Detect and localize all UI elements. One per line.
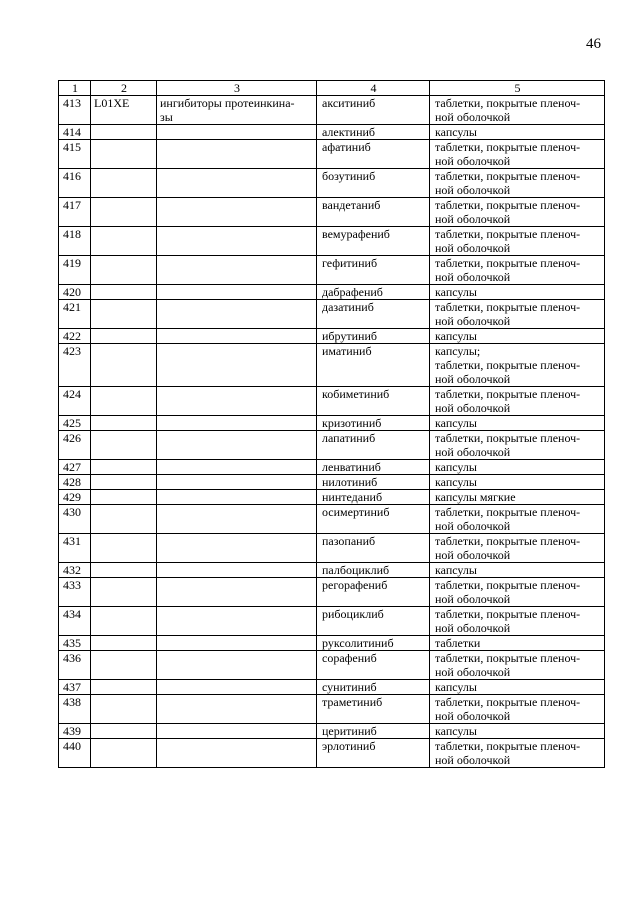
table-row (59, 534, 605, 563)
drug-name-cell: кризотиниб (317, 416, 430, 431)
table-row (59, 651, 605, 680)
row-number-cell: 416 (59, 169, 91, 198)
dosage-form-cell: капсулы (430, 125, 605, 140)
table-row (59, 96, 605, 125)
table-row (59, 460, 605, 475)
atc-code-cell (91, 140, 157, 169)
drug-name-cell: ибрутиниб (317, 329, 430, 344)
table-row (59, 680, 605, 695)
drug-name-cell: вемурафениб (317, 227, 430, 256)
atc-code-cell (91, 387, 157, 416)
table-body (59, 96, 605, 768)
dosage-form-cell: таблетки, покрытые пленоч- ной оболочкой (430, 300, 605, 329)
drug-name-cell: ленватиниб (317, 460, 430, 475)
pharm-group-cell (157, 285, 317, 300)
column-header-2: 2 (91, 81, 157, 96)
table-row (59, 140, 605, 169)
drug-name-cell: церитиниб (317, 724, 430, 739)
drug-name-cell: эрлотиниб (317, 739, 430, 768)
atc-code-cell (91, 490, 157, 505)
atc-code-cell (91, 256, 157, 285)
drug-name-cell: афатиниб (317, 140, 430, 169)
row-number-cell: 437 (59, 680, 91, 695)
dosage-form-cell: таблетки, покрытые пленоч- ной оболочкой (430, 96, 605, 125)
pharm-group-cell (157, 636, 317, 651)
pharm-group-cell (157, 329, 317, 344)
pharm-group-cell (157, 680, 317, 695)
atc-code-cell (91, 680, 157, 695)
row-number-cell: 419 (59, 256, 91, 285)
pharm-group-cell (157, 475, 317, 490)
pharm-group-cell (157, 490, 317, 505)
table-row (59, 505, 605, 534)
table-row (59, 607, 605, 636)
row-number-cell: 438 (59, 695, 91, 724)
atc-code-cell (91, 227, 157, 256)
dosage-form-cell: капсулы (430, 680, 605, 695)
dosage-form-cell: капсулы (430, 475, 605, 490)
drug-name-cell: регорафениб (317, 578, 430, 607)
row-number-cell: 421 (59, 300, 91, 329)
atc-code-cell (91, 169, 157, 198)
atc-code-cell (91, 651, 157, 680)
row-number-cell: 436 (59, 651, 91, 680)
atc-code-cell (91, 739, 157, 768)
column-header-3: 3 (157, 81, 317, 96)
row-number-cell: 434 (59, 607, 91, 636)
pharm-group-cell (157, 431, 317, 460)
pharm-group-cell (157, 300, 317, 329)
table-row (59, 169, 605, 198)
pharm-group-cell (157, 256, 317, 285)
row-number-cell: 433 (59, 578, 91, 607)
dosage-form-cell: таблетки, покрытые пленоч- ной оболочкой (430, 227, 605, 256)
atc-code-cell (91, 636, 157, 651)
table-row (59, 695, 605, 724)
row-number-cell: 425 (59, 416, 91, 431)
dosage-form-cell: таблетки, покрытые пленоч- ной оболочкой (430, 387, 605, 416)
atc-code-cell (91, 344, 157, 387)
dosage-form-cell: капсулы (430, 416, 605, 431)
row-number-cell: 423 (59, 344, 91, 387)
dosage-form-cell: таблетки, покрытые пленоч- ной оболочкой (430, 578, 605, 607)
atc-code-cell (91, 578, 157, 607)
pharm-group-cell (157, 140, 317, 169)
drug-name-cell: алектиниб (317, 125, 430, 140)
dosage-form-cell: капсулы (430, 460, 605, 475)
atc-code-cell (91, 695, 157, 724)
dosage-form-cell: капсулы (430, 563, 605, 578)
table-row (59, 256, 605, 285)
table-row (59, 198, 605, 227)
drug-name-cell: дазатиниб (317, 300, 430, 329)
dosage-form-cell: таблетки, покрытые пленоч- ной оболочкой (430, 607, 605, 636)
column-header-5: 5 (430, 81, 605, 96)
row-number-cell: 420 (59, 285, 91, 300)
column-header-1: 1 (59, 81, 91, 96)
drug-name-cell: палбоциклиб (317, 563, 430, 578)
dosage-form-cell: таблетки, покрытые пленоч- ной оболочкой (430, 695, 605, 724)
table-row (59, 227, 605, 256)
drug-name-cell: траметиниб (317, 695, 430, 724)
pharm-group-cell (157, 563, 317, 578)
atc-code-cell (91, 329, 157, 344)
atc-code-cell: L01XE (91, 96, 157, 125)
row-number-cell: 415 (59, 140, 91, 169)
row-number-cell: 418 (59, 227, 91, 256)
drug-name-cell: пазопаниб (317, 534, 430, 563)
table-row (59, 416, 605, 431)
dosage-form-cell: капсулы; таблетки, покрытые пленоч- ной оболочкой (430, 344, 605, 387)
dosage-form-cell: таблетки, покрытые пленоч- ной оболочкой (430, 431, 605, 460)
table-row (59, 739, 605, 768)
dosage-form-cell: таблетки, покрытые пленоч- ной оболочкой (430, 169, 605, 198)
drug-name-cell: лапатиниб (317, 431, 430, 460)
drug-name-cell: гефитиниб (317, 256, 430, 285)
atc-code-cell (91, 460, 157, 475)
table-row (59, 724, 605, 739)
atc-code-cell (91, 505, 157, 534)
dosage-form-cell: таблетки, покрытые пленоч- ной оболочкой (430, 256, 605, 285)
table-row (59, 125, 605, 140)
row-number-cell: 413 (59, 96, 91, 125)
pharm-group-cell (157, 416, 317, 431)
drug-name-cell: акситиниб (317, 96, 430, 125)
atc-code-cell (91, 416, 157, 431)
dosage-form-cell: капсулы (430, 285, 605, 300)
pharm-group-cell (157, 169, 317, 198)
page-number: 46 (586, 36, 601, 52)
table-row (59, 285, 605, 300)
drug-name-cell: рибоциклиб (317, 607, 430, 636)
pharm-group-cell (157, 198, 317, 227)
atc-code-cell (91, 724, 157, 739)
drug-name-cell: осимертиниб (317, 505, 430, 534)
dosage-form-cell: таблетки, покрытые пленоч- ной оболочкой (430, 140, 605, 169)
row-number-cell: 431 (59, 534, 91, 563)
pharm-group-cell (157, 739, 317, 768)
pharm-group-cell (157, 344, 317, 387)
row-number-cell: 428 (59, 475, 91, 490)
row-number-cell: 429 (59, 490, 91, 505)
atc-code-cell (91, 300, 157, 329)
drug-name-cell: бозутиниб (317, 169, 430, 198)
drug-name-cell: сорафениб (317, 651, 430, 680)
drug-name-cell: нилотиниб (317, 475, 430, 490)
dosage-form-cell: таблетки, покрытые пленоч- ной оболочкой (430, 198, 605, 227)
pharm-group-cell (157, 695, 317, 724)
table-row (59, 329, 605, 344)
pharm-group-cell (157, 460, 317, 475)
atc-code-cell (91, 431, 157, 460)
row-number-cell: 417 (59, 198, 91, 227)
table-row (59, 563, 605, 578)
row-number-cell: 426 (59, 431, 91, 460)
table-header-row (59, 81, 605, 96)
row-number-cell: 432 (59, 563, 91, 578)
pharm-group-cell: ингибиторы протеинкина- зы (157, 96, 317, 125)
pharm-group-cell (157, 578, 317, 607)
table-row (59, 387, 605, 416)
pharm-group-cell (157, 724, 317, 739)
row-number-cell: 422 (59, 329, 91, 344)
atc-code-cell (91, 607, 157, 636)
drug-name-cell: нинтеданиб (317, 490, 430, 505)
dosage-form-cell: таблетки (430, 636, 605, 651)
dosage-form-cell: таблетки, покрытые пленоч- ной оболочкой (430, 739, 605, 768)
row-number-cell: 430 (59, 505, 91, 534)
pharm-group-cell (157, 505, 317, 534)
drug-name-cell: вандетаниб (317, 198, 430, 227)
column-header-4: 4 (317, 81, 430, 96)
dosage-form-cell: таблетки, покрытые пленоч- ной оболочкой (430, 534, 605, 563)
medication-table (58, 80, 605, 768)
row-number-cell: 427 (59, 460, 91, 475)
row-number-cell: 440 (59, 739, 91, 768)
dosage-form-cell: капсулы мягкие (430, 490, 605, 505)
table-row (59, 300, 605, 329)
table-row (59, 636, 605, 651)
atc-code-cell (91, 125, 157, 140)
row-number-cell: 414 (59, 125, 91, 140)
pharm-group-cell (157, 227, 317, 256)
dosage-form-cell: капсулы (430, 724, 605, 739)
drug-name-cell: дабрафениб (317, 285, 430, 300)
dosage-form-cell: таблетки, покрытые пленоч- ной оболочкой (430, 651, 605, 680)
table-row (59, 431, 605, 460)
row-number-cell: 439 (59, 724, 91, 739)
atc-code-cell (91, 198, 157, 227)
drug-name-cell: кобиметиниб (317, 387, 430, 416)
table-row (59, 344, 605, 387)
pharm-group-cell (157, 125, 317, 140)
table-row (59, 490, 605, 505)
pharm-group-cell (157, 607, 317, 636)
row-number-cell: 435 (59, 636, 91, 651)
row-number-cell: 424 (59, 387, 91, 416)
drug-name-cell: руксолитиниб (317, 636, 430, 651)
table-row (59, 578, 605, 607)
drug-name-cell: сунитиниб (317, 680, 430, 695)
atc-code-cell (91, 534, 157, 563)
atc-code-cell (91, 563, 157, 578)
table-row (59, 475, 605, 490)
atc-code-cell (91, 475, 157, 490)
pharm-group-cell (157, 651, 317, 680)
atc-code-cell (91, 285, 157, 300)
pharm-group-cell (157, 387, 317, 416)
dosage-form-cell: таблетки, покрытые пленоч- ной оболочкой (430, 505, 605, 534)
drug-name-cell: иматиниб (317, 344, 430, 387)
dosage-form-cell: капсулы (430, 329, 605, 344)
pharm-group-cell (157, 534, 317, 563)
